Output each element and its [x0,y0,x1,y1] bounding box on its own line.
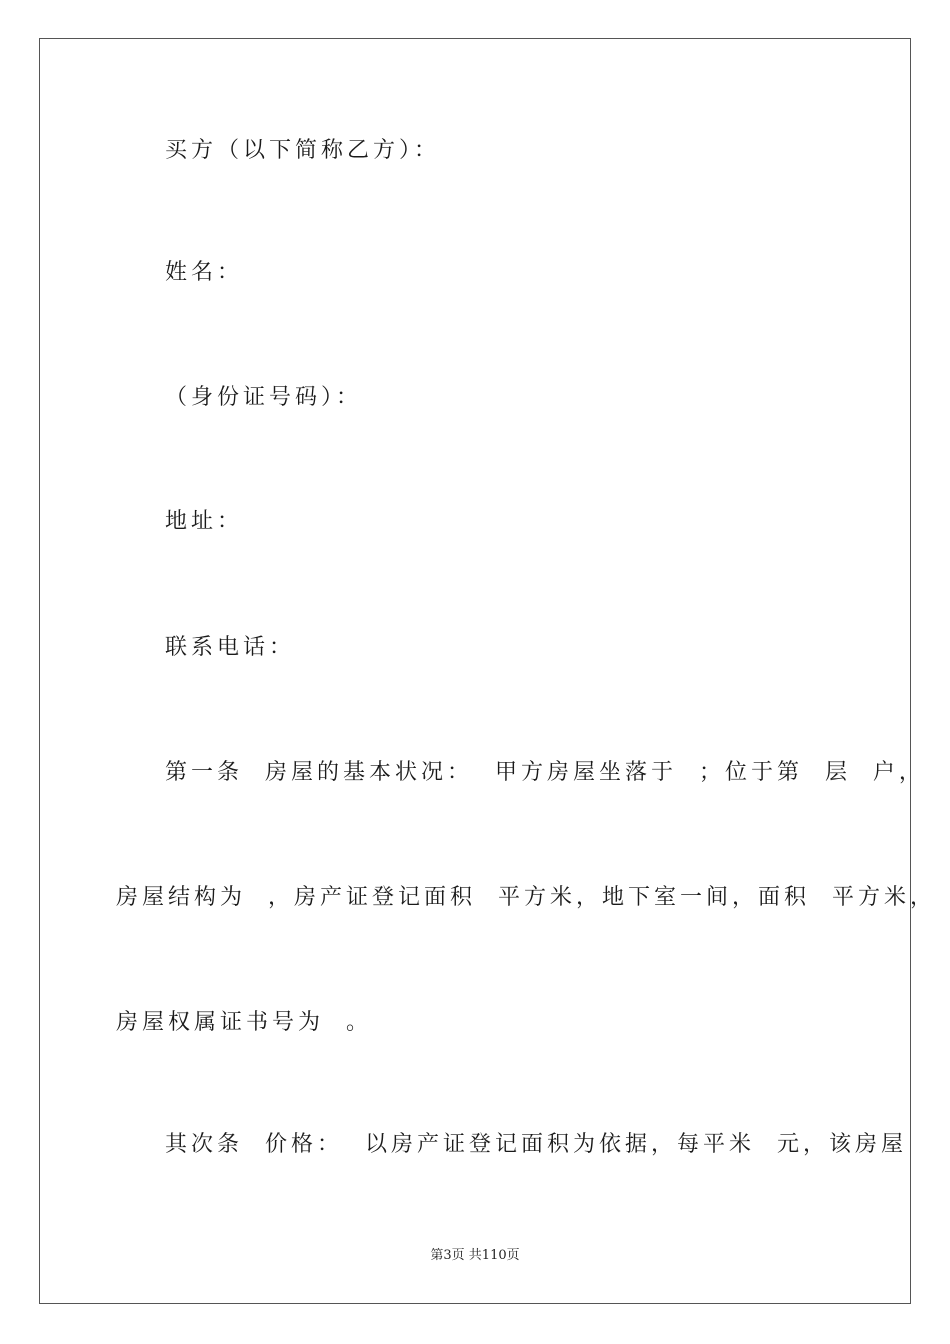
buyer-heading: 买方（以下简称乙方）： [165,138,441,163]
article-1-line-2: 房屋结构为 ，房产证登记面积 平方米，地下室一间，面积 平方米， [116,885,936,910]
id-number-line: （身份证号码）： [165,385,363,410]
page-number-footer: 第3页 共110页 [430,1248,520,1263]
article-1-line-1: 第一条 房屋的基本状况： 甲方房屋坐落于 ；位于第 层 户， [165,760,925,785]
article-2-line-1: 其次条 价格： 以房产证登记面积为依据，每平米 元，该房屋 [165,1132,907,1157]
phone-line: 联系电话： [165,635,296,660]
page-border [39,38,911,1304]
address-line: 地址： [165,509,244,534]
name-line: 姓名： [165,260,244,285]
article-1-line-3: 房屋权属证书号为 。 [116,1010,372,1035]
